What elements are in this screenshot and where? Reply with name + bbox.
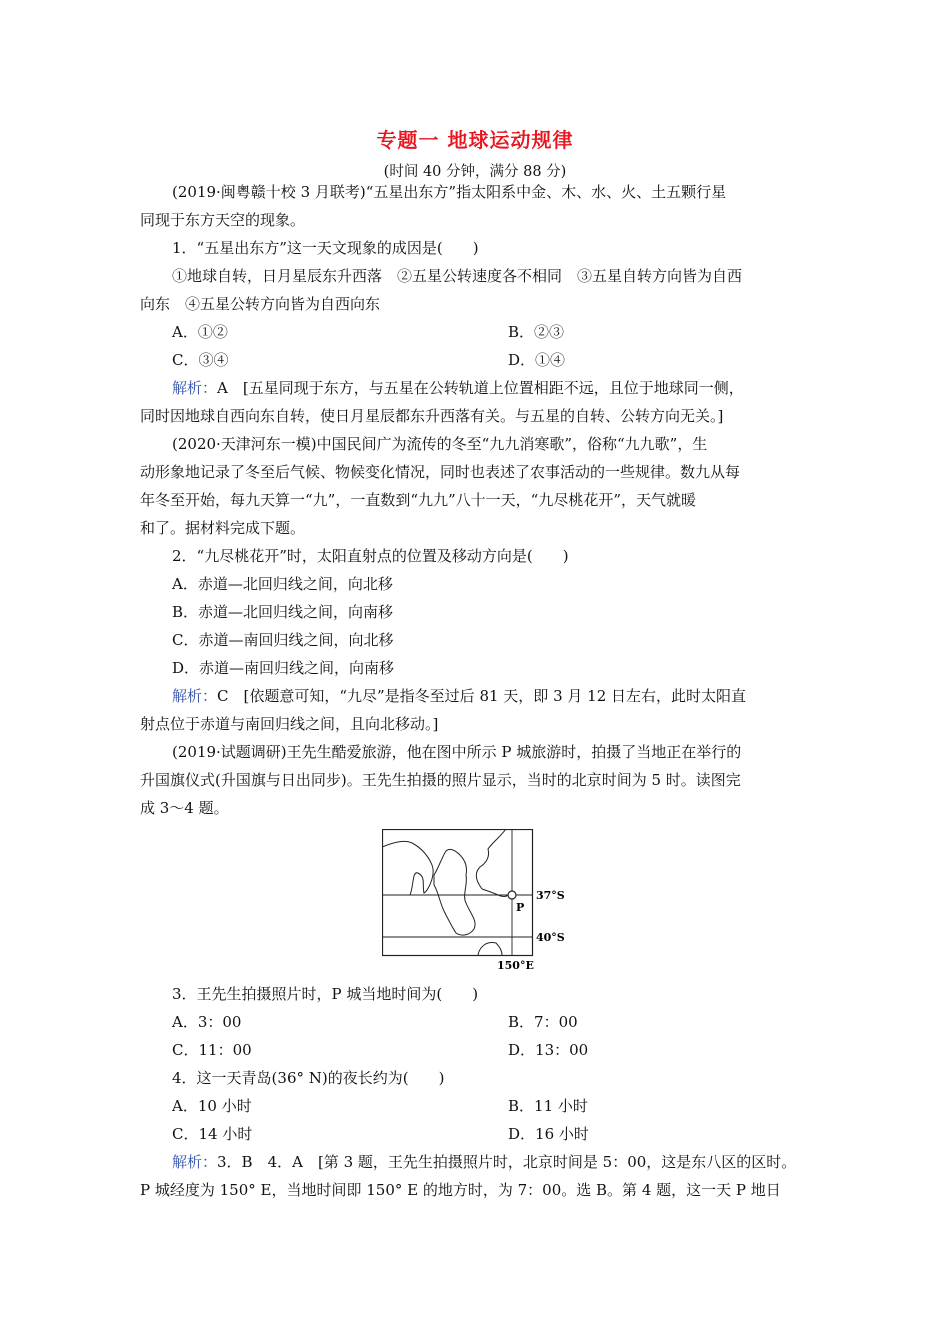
q1-stem: 1．“五星出东方”这一天文现象的成因是( ) <box>172 239 479 257</box>
a34-analysis-line-1 <box>172 1152 796 1172</box>
q1-analysis-line-1 <box>172 378 744 398</box>
q2-analysis-label: 解析： <box>172 687 218 705</box>
q4-stem: 4．这一天青岛(36° N)的夜长约为( ) <box>172 1069 445 1087</box>
q1-option-c: C．③④ <box>172 351 229 369</box>
q1-analysis-text: A [五星同现于东方，与五星在公转轨道上位置相距不远，且位于地球同一侧， <box>217 379 744 397</box>
q3-option-a: A．3：00 <box>172 1013 242 1031</box>
intro2-line-3: 年冬至开始，每九天算一“九”，一直数到“九九”八十一天，“九尽桃花开”，天气就暖 <box>140 491 697 509</box>
q2-option-a: A．赤道—北回归线之间，向北移 <box>172 575 393 593</box>
intro2-line-4: 和了。据材料完成下题。 <box>140 519 306 537</box>
q2-analysis-line-2: 射点位于赤道与南回归线之间，且向北移动。] <box>140 715 439 733</box>
q1-option-a: A．①② <box>172 323 228 341</box>
q1-analysis-line-2: 同时因地球自西向东自转，使日月星辰都东升西落有关。与五星的自转、公转方向无关。] <box>140 407 724 425</box>
q3-option-d: D．13：00 <box>508 1041 589 1059</box>
page-title: 专题一 地球运动规律 <box>376 128 574 152</box>
q3-stem: 3．王先生拍摄照片时，P 城当地时间为( ) <box>172 985 479 1003</box>
intro1-line-1: (2019·闽粤赣十校 3 月联考)“五星出东方”指太阳系中金、木、水、火、土五颗行星 <box>172 183 727 201</box>
q1-analysis-label: 解析： <box>172 379 218 397</box>
a34-analysis-line-2: P 城经度为 150° E，当地时间即 150° E 的地方时，为 7：00。选 B。第 4 题，这一天 P 地日 <box>140 1181 781 1199</box>
intro3-line-1: (2019·试题调研)王先生酷爱旅游，他在图中所示 P 城旅游时，拍摄了当地正在举行的 <box>172 743 742 761</box>
q2-option-c: C．赤道—南回归线之间，向北移 <box>172 631 394 649</box>
lat-37s-label: 37°S <box>536 889 565 902</box>
q2-option-d: D．赤道—南回归线之间，向南移 <box>172 659 395 677</box>
q4-option-a: A．10 小时 <box>172 1097 252 1115</box>
q1-option-d: D．①④ <box>508 351 566 369</box>
q3-option-b: B．7：00 <box>508 1013 578 1031</box>
q1-items-line-1: ①地球自转，日月星辰东升西落 ②五星公转速度各不相同 ③五星自转方向皆为自西 <box>172 267 743 285</box>
intro1-line-2: 同现于东方天空的现象。 <box>140 211 306 229</box>
intro2-line-2: 动形象地记录了冬至后气候、物候变化情况，同时也表述了农事活动的一些规律。数九从每 <box>140 463 741 481</box>
location-map <box>382 829 598 971</box>
a34-analysis-label: 解析： <box>172 1153 218 1171</box>
intro3-line-2: 升国旗仪式(升国旗与日出同步)。王先生拍摄的照片显示，当时的北京时间为 5 时。读图完 <box>140 771 741 789</box>
intro3-line-3: 成 3～4 题。 <box>140 799 229 817</box>
a34-analysis-text: 3．B 4．A [第 3 题，王先生拍摄照片时，北京时间是 5：00，这是东八区的区时。 <box>217 1153 797 1171</box>
q4-option-c: C．14 小时 <box>172 1125 253 1143</box>
intro2-line-1: (2020·天津河东一模)中国民间广为流传的冬至“九九消寒歌”，俗称“九九歌”，生 <box>172 435 708 453</box>
lat-40s-label: 40°S <box>536 931 565 944</box>
q1-option-b: B．②③ <box>508 323 565 341</box>
q4-option-b: B．11 小时 <box>508 1097 588 1115</box>
q2-option-b: B．赤道—北回归线之间，向南移 <box>172 603 394 621</box>
q3-option-c: C．11：00 <box>172 1041 252 1059</box>
city-p-label: P <box>516 901 525 914</box>
lon-150e-label: 150°E <box>497 959 534 971</box>
city-p-marker <box>508 891 516 899</box>
q2-analysis-line-1 <box>172 686 746 706</box>
q4-option-d: D．16 小时 <box>508 1125 589 1143</box>
q2-stem: 2．“九尽桃花开”时，太阳直射点的位置及移动方向是( ) <box>172 547 569 565</box>
page-subtitle: (时间 40 分钟，满分 88 分) <box>383 164 567 180</box>
q1-items-line-2: 向东 ④五星公转方向皆为自西向东 <box>140 295 381 313</box>
q2-analysis-text: C [依题意可知，“九尽”是指冬至过后 81 天，即 3 月 12 日左右，此时太阳直 <box>217 687 747 705</box>
